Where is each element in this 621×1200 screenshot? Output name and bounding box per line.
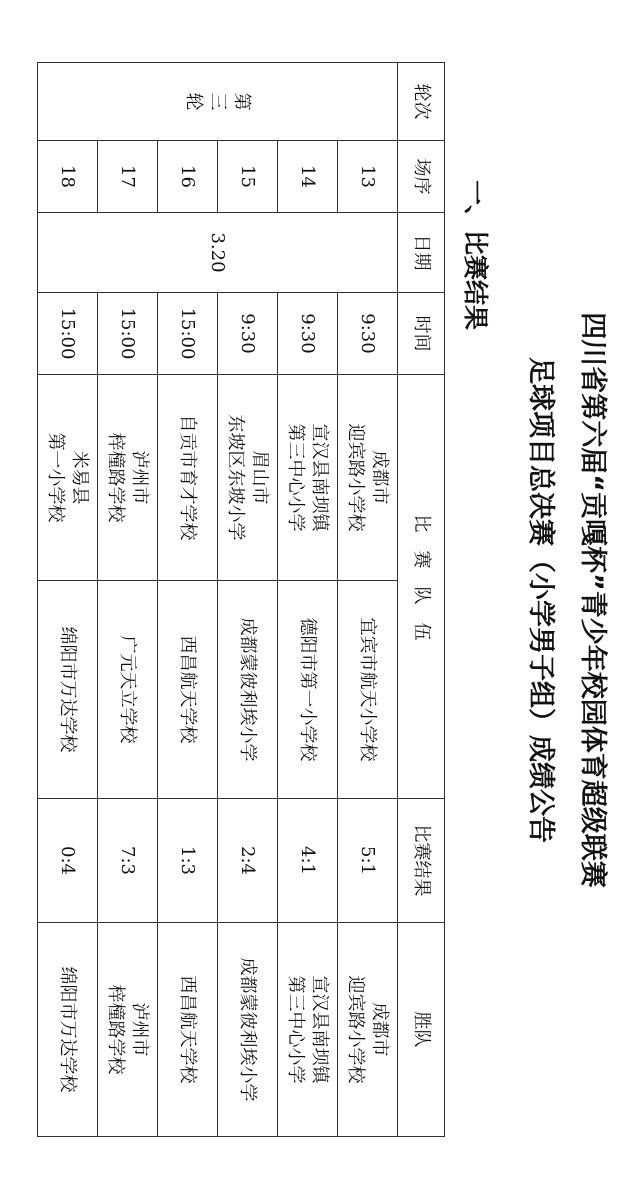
winner-cell: 成都蒙彼利埃小学 bbox=[218, 923, 278, 1137]
header-match-no: 场序 bbox=[398, 141, 445, 213]
team-b-cell: 成都蒙彼利埃小学 bbox=[218, 581, 278, 799]
winner-cell bbox=[278, 923, 338, 1137]
team-b-cell: 广元天立学校 bbox=[98, 581, 158, 799]
team-a-line: 泸州市 bbox=[129, 450, 151, 505]
header-result: 比赛结果 bbox=[398, 799, 445, 923]
winner-cell: 绵阳市万达学校 bbox=[38, 923, 98, 1137]
team-a-cell bbox=[278, 375, 338, 581]
section-heading: 一、比赛结果 bbox=[461, 180, 490, 331]
match-no-cell: 14 bbox=[278, 141, 338, 213]
score-cell: 4:1 bbox=[278, 799, 338, 923]
team-a-line: 迎宾路小学校 bbox=[345, 423, 367, 532]
score-cell: 2:4 bbox=[218, 799, 278, 923]
winner-cell bbox=[98, 923, 158, 1137]
winner-line: 泸州市 bbox=[129, 1002, 151, 1057]
winner-line: 成都市 bbox=[369, 1002, 391, 1057]
time-cell: 9:30 bbox=[218, 293, 278, 375]
winner-cell bbox=[338, 923, 398, 1137]
team-a-cell: 自贡市育才学校 bbox=[158, 375, 218, 581]
round-cell bbox=[38, 63, 398, 141]
time-cell: 15:00 bbox=[158, 293, 218, 375]
header-teams: 比赛队伍 bbox=[398, 375, 445, 799]
score-cell: 7:3 bbox=[98, 799, 158, 923]
time-cell: 9:30 bbox=[338, 293, 398, 375]
match-no-cell: 16 bbox=[158, 141, 218, 213]
header-round: 轮次 bbox=[398, 63, 445, 141]
team-a-line: 米易县 bbox=[69, 450, 91, 505]
team-b-cell: 宜宾市航天小学校 bbox=[338, 581, 398, 799]
time-cell: 15:00 bbox=[38, 293, 98, 375]
team-a-cell bbox=[218, 375, 278, 581]
team-a-line: 梓橦路学校 bbox=[105, 432, 127, 523]
winner-line: 迎宾路小学校 bbox=[345, 975, 367, 1084]
round-label-char: 第 bbox=[231, 92, 253, 111]
time-cell: 9:30 bbox=[278, 293, 338, 375]
team-a-line: 第三中心小学 bbox=[285, 423, 307, 532]
match-no-cell: 18 bbox=[38, 141, 98, 213]
match-no-cell: 13 bbox=[338, 141, 398, 213]
winner-line: 梓橦路学校 bbox=[105, 984, 127, 1075]
winner-line: 第三中心小学 bbox=[285, 975, 307, 1084]
team-a-cell bbox=[38, 375, 98, 581]
document-title-line-1: 四川省第六届“贡嘎杯”青少年校园体育超级联赛 bbox=[577, 312, 608, 888]
team-a-line: 第一小学校 bbox=[45, 432, 67, 523]
table-header-row bbox=[398, 63, 445, 1137]
winner-line: 宣汉县南坝镇 bbox=[309, 975, 331, 1084]
header-date: 日期 bbox=[398, 213, 445, 293]
team-b-cell: 绵阳市万达学校 bbox=[38, 581, 98, 799]
header-winner: 胜队 bbox=[398, 923, 445, 1137]
score-cell: 0:4 bbox=[38, 799, 98, 923]
table-row bbox=[338, 63, 398, 1137]
team-b-cell: 西昌航天学校 bbox=[158, 581, 218, 799]
document-title-line-2: 足球项目总决赛（小学男子组）成绩公告 bbox=[525, 357, 556, 843]
team-b-cell: 德阳市第一小学校 bbox=[278, 581, 338, 799]
team-a-line: 成都市 bbox=[369, 450, 391, 505]
results-table bbox=[37, 62, 445, 1137]
round-label-char: 轮 bbox=[183, 92, 205, 111]
team-a-line: 眉山市 bbox=[249, 450, 271, 505]
header-time: 时间 bbox=[398, 293, 445, 375]
score-cell: 1:3 bbox=[158, 799, 218, 923]
winner-cell: 西昌航天学校 bbox=[158, 923, 218, 1137]
match-no-cell: 17 bbox=[98, 141, 158, 213]
date-cell: 3.20 bbox=[38, 213, 398, 293]
match-no-cell: 15 bbox=[218, 141, 278, 213]
team-a-cell bbox=[98, 375, 158, 581]
team-a-line: 宣汉县南坝镇 bbox=[309, 423, 331, 532]
time-cell: 15:00 bbox=[98, 293, 158, 375]
round-label-char: 三 bbox=[207, 92, 229, 111]
score-cell: 5:1 bbox=[338, 799, 398, 923]
team-a-line: 东坡区东坡小学 bbox=[225, 414, 247, 541]
team-a-cell bbox=[338, 375, 398, 581]
